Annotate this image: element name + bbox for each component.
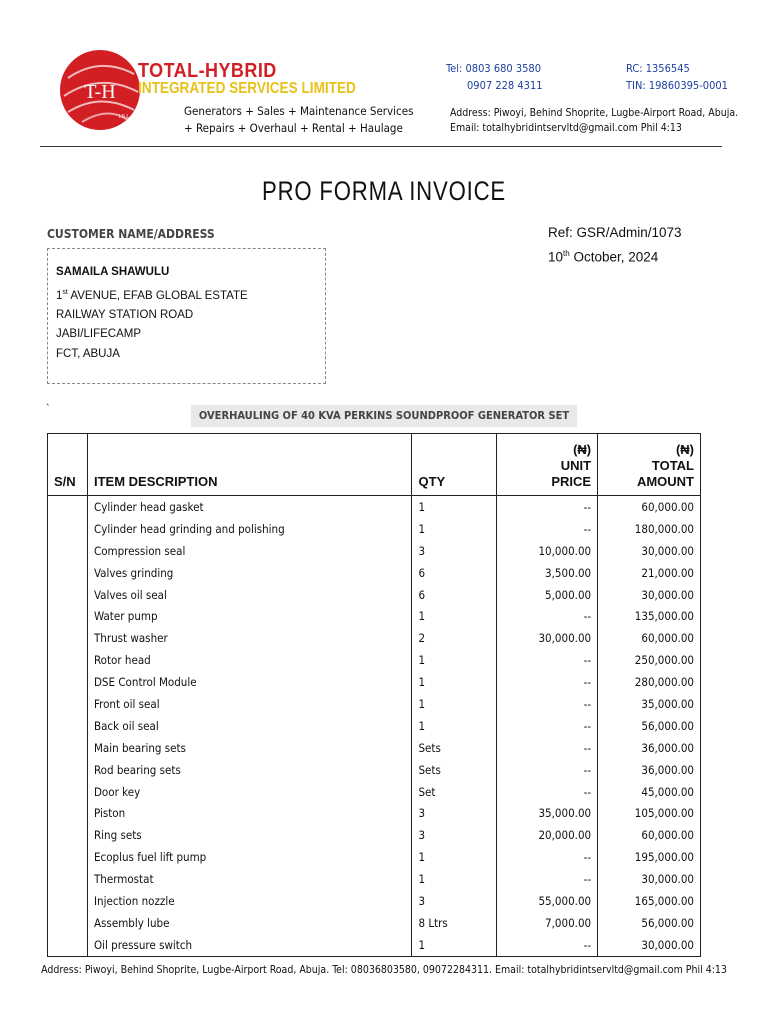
row-sn bbox=[48, 846, 88, 868]
row-sn bbox=[48, 759, 88, 781]
reference-block bbox=[548, 222, 682, 268]
row-sn bbox=[48, 693, 88, 715]
row-total: 30,000.00 bbox=[598, 540, 701, 562]
row-total: 56,000.00 bbox=[598, 912, 701, 934]
table-row bbox=[48, 693, 701, 715]
header-qty: QTY bbox=[412, 434, 497, 496]
customer-address-line-1: 1st AVENUE, EFAB GLOBAL ESTATE bbox=[56, 288, 248, 302]
row-description: Cylinder head grinding and polishing bbox=[87, 518, 411, 540]
rc-number: RC: 1356545 bbox=[626, 62, 690, 75]
row-total: 180,000.00 bbox=[598, 518, 701, 540]
telephone-line-1: Tel: 0803 680 3580 bbox=[446, 62, 542, 75]
row-total: 36,000.00 bbox=[598, 759, 701, 781]
row-description: Valves oil seal bbox=[87, 584, 411, 606]
row-total: 36,000.00 bbox=[598, 737, 701, 759]
row-sn bbox=[48, 540, 88, 562]
address-block bbox=[450, 106, 738, 136]
row-description: Assembly lube bbox=[87, 912, 411, 934]
table-row bbox=[48, 890, 701, 912]
table-row bbox=[48, 627, 701, 649]
row-sn bbox=[48, 868, 88, 890]
row-qty: 1 bbox=[412, 496, 497, 518]
row-qty: Set bbox=[412, 781, 497, 803]
table-row bbox=[48, 737, 701, 759]
row-sn bbox=[48, 737, 88, 759]
row-total: 105,000.00 bbox=[598, 802, 701, 824]
reference-number: Ref: GSR/Admin/1073 bbox=[548, 225, 682, 240]
row-unit-price: -- bbox=[497, 649, 598, 671]
row-unit-price: 10,000.00 bbox=[497, 540, 598, 562]
telephone-block bbox=[446, 60, 543, 94]
page-footer: Address: Piwoyi, Behind Shoprite, Lugbe-Airport Road, Abuja. Tel: 08036803580, 09072284311. Email: totalhybridintservltd@gmail.com Phil 4:13 bbox=[41, 964, 727, 976]
row-total: 21,000.00 bbox=[598, 562, 701, 584]
row-total: 60,000.00 bbox=[598, 496, 701, 518]
row-qty: 6 bbox=[412, 562, 497, 584]
row-sn bbox=[48, 627, 88, 649]
table-row bbox=[48, 671, 701, 693]
svg-text:T-H: T-H bbox=[84, 81, 116, 103]
row-unit-price: -- bbox=[497, 846, 598, 868]
company-name: TOTAL-HYBRID bbox=[138, 60, 277, 82]
row-qty: 1 bbox=[412, 693, 497, 715]
table-row bbox=[48, 912, 701, 934]
row-unit-price: -- bbox=[497, 868, 598, 890]
table-row bbox=[48, 649, 701, 671]
table-row bbox=[48, 496, 701, 518]
row-sn bbox=[48, 890, 88, 912]
row-unit-price: -- bbox=[497, 759, 598, 781]
row-description: Compression seal bbox=[87, 540, 411, 562]
row-total: 195,000.00 bbox=[598, 846, 701, 868]
row-unit-price: 20,000.00 bbox=[497, 824, 598, 846]
row-description: Thermostat bbox=[87, 868, 411, 890]
row-description: Ring sets bbox=[87, 824, 411, 846]
customer-address-line-2: RAILWAY STATION ROAD bbox=[56, 308, 194, 321]
header-divider bbox=[40, 146, 722, 147]
services-line-2: + Repairs + Overhaul + Rental + Haulage bbox=[184, 121, 403, 135]
row-description: Cylinder head gasket bbox=[87, 496, 411, 518]
row-description: Main bearing sets bbox=[87, 737, 411, 759]
items-table bbox=[47, 433, 701, 957]
table-row bbox=[48, 934, 701, 956]
stray-mark: ` bbox=[46, 403, 50, 415]
row-qty: 2 bbox=[412, 627, 497, 649]
row-qty: Sets bbox=[412, 737, 497, 759]
row-sn bbox=[48, 496, 88, 518]
table-body bbox=[48, 496, 701, 957]
table-row bbox=[48, 518, 701, 540]
row-unit-price: -- bbox=[497, 715, 598, 737]
row-total: 35,000.00 bbox=[598, 693, 701, 715]
table-row bbox=[48, 759, 701, 781]
row-qty: 3 bbox=[412, 540, 497, 562]
company-services bbox=[184, 103, 414, 137]
row-total: 280,000.00 bbox=[598, 671, 701, 693]
tin-number: TIN: 19860395-0001 bbox=[626, 79, 728, 92]
customer-address-line-3: JABI/LIFECAMP bbox=[56, 328, 141, 341]
services-line-1: Generators + Sales + Maintenance Services bbox=[184, 104, 414, 118]
row-qty: 6 bbox=[412, 584, 497, 606]
row-sn bbox=[48, 518, 88, 540]
row-description: Ecoplus fuel lift pump bbox=[87, 846, 411, 868]
table-row bbox=[48, 781, 701, 803]
header-description: ITEM DESCRIPTION bbox=[87, 434, 411, 496]
row-unit-price: 55,000.00 bbox=[497, 890, 598, 912]
company-address: Address: Piwoyi, Behind Shoprite, Lugbe-Airport Road, Abuja. bbox=[450, 107, 739, 119]
row-unit-price: -- bbox=[497, 671, 598, 693]
row-unit-price: -- bbox=[497, 693, 598, 715]
row-qty: 3 bbox=[412, 802, 497, 824]
row-description: Door key bbox=[87, 781, 411, 803]
row-unit-price: 7,000.00 bbox=[497, 912, 598, 934]
row-qty: 1 bbox=[412, 715, 497, 737]
row-description: Rotor head bbox=[87, 649, 411, 671]
row-qty: 3 bbox=[412, 890, 497, 912]
table-header-row bbox=[48, 434, 701, 496]
row-sn bbox=[48, 934, 88, 956]
row-total: 135,000.00 bbox=[598, 605, 701, 627]
row-description: Rod bearing sets bbox=[87, 759, 411, 781]
row-unit-price: 3,500.00 bbox=[497, 562, 598, 584]
table-row bbox=[48, 802, 701, 824]
row-description: DSE Control Module bbox=[87, 671, 411, 693]
row-sn bbox=[48, 781, 88, 803]
company-email: Email: totalhybridintservltd@gmail.com Phil 4:13 bbox=[450, 122, 682, 134]
customer-address-box bbox=[47, 248, 326, 384]
row-sn bbox=[48, 605, 88, 627]
table-row bbox=[48, 868, 701, 890]
row-qty: 1 bbox=[412, 671, 497, 693]
row-unit-price: -- bbox=[497, 737, 598, 759]
row-qty: 1 bbox=[412, 868, 497, 890]
row-description: Injection nozzle bbox=[87, 890, 411, 912]
row-unit-price: -- bbox=[497, 496, 598, 518]
row-description: Thrust washer bbox=[87, 627, 411, 649]
table-row bbox=[48, 540, 701, 562]
customer-name: SAMAILA SHAWULU bbox=[56, 266, 170, 278]
table-row bbox=[48, 605, 701, 627]
row-unit-price: -- bbox=[497, 518, 598, 540]
row-sn bbox=[48, 562, 88, 584]
row-sn bbox=[48, 584, 88, 606]
row-total: 60,000.00 bbox=[598, 824, 701, 846]
row-qty: 3 bbox=[412, 824, 497, 846]
row-unit-price: 5,000.00 bbox=[497, 584, 598, 606]
row-unit-price: 30,000.00 bbox=[497, 627, 598, 649]
row-total: 45,000.00 bbox=[598, 781, 701, 803]
row-sn bbox=[48, 912, 88, 934]
table-row bbox=[48, 715, 701, 737]
row-qty: 1 bbox=[412, 518, 497, 540]
row-description: Valves grinding bbox=[87, 562, 411, 584]
company-logo bbox=[58, 48, 142, 132]
row-unit-price: -- bbox=[497, 934, 598, 956]
table-row bbox=[48, 584, 701, 606]
row-qty: 1 bbox=[412, 846, 497, 868]
row-sn bbox=[48, 671, 88, 693]
row-description: Water pump bbox=[87, 605, 411, 627]
row-total: 56,000.00 bbox=[598, 715, 701, 737]
header-total-amount: (₦) TOTAL AMOUNT bbox=[598, 434, 701, 496]
row-total: 30,000.00 bbox=[598, 934, 701, 956]
row-unit-price: -- bbox=[497, 605, 598, 627]
company-subname: INTEGRATED SERVICES LIMITED bbox=[138, 80, 356, 97]
row-total: 30,000.00 bbox=[598, 868, 701, 890]
row-qty: Sets bbox=[412, 759, 497, 781]
section-title: OVERHAULING OF 40 KVA PERKINS SOUNDPROOF GENERATOR SET bbox=[191, 405, 577, 427]
row-total: 60,000.00 bbox=[598, 627, 701, 649]
row-sn bbox=[48, 649, 88, 671]
row-description: Back oil seal bbox=[87, 715, 411, 737]
table-row bbox=[48, 562, 701, 584]
header-unit-price: (₦) UNIT PRICE bbox=[497, 434, 598, 496]
document-title: PRO FORMA INVOICE bbox=[261, 176, 506, 206]
row-qty: 8 Ltrs bbox=[412, 912, 497, 934]
row-sn bbox=[48, 824, 88, 846]
row-qty: 1 bbox=[412, 649, 497, 671]
telephone-line-2: 0907 228 4311 bbox=[467, 79, 543, 92]
customer-label: CUSTOMER NAME/ADDRESS bbox=[47, 227, 215, 241]
row-total: 250,000.00 bbox=[598, 649, 701, 671]
row-description: Piston bbox=[87, 802, 411, 824]
row-description: Oil pressure switch bbox=[87, 934, 411, 956]
row-description: Front oil seal bbox=[87, 693, 411, 715]
invoice-date: 10th October, 2024 bbox=[548, 249, 659, 265]
row-total: 165,000.00 bbox=[598, 890, 701, 912]
svg-text:I.S.L: I.S.L bbox=[118, 114, 130, 120]
header-sn: S/N bbox=[48, 434, 88, 496]
table-row bbox=[48, 824, 701, 846]
customer-address-line-4: FCT, ABUJA bbox=[56, 347, 120, 360]
row-unit-price: -- bbox=[497, 781, 598, 803]
row-sn bbox=[48, 802, 88, 824]
row-unit-price: 35,000.00 bbox=[497, 802, 598, 824]
row-total: 30,000.00 bbox=[598, 584, 701, 606]
table-row bbox=[48, 846, 701, 868]
row-qty: 1 bbox=[412, 605, 497, 627]
row-qty: 1 bbox=[412, 934, 497, 956]
registration-block bbox=[626, 60, 728, 94]
row-sn bbox=[48, 715, 88, 737]
